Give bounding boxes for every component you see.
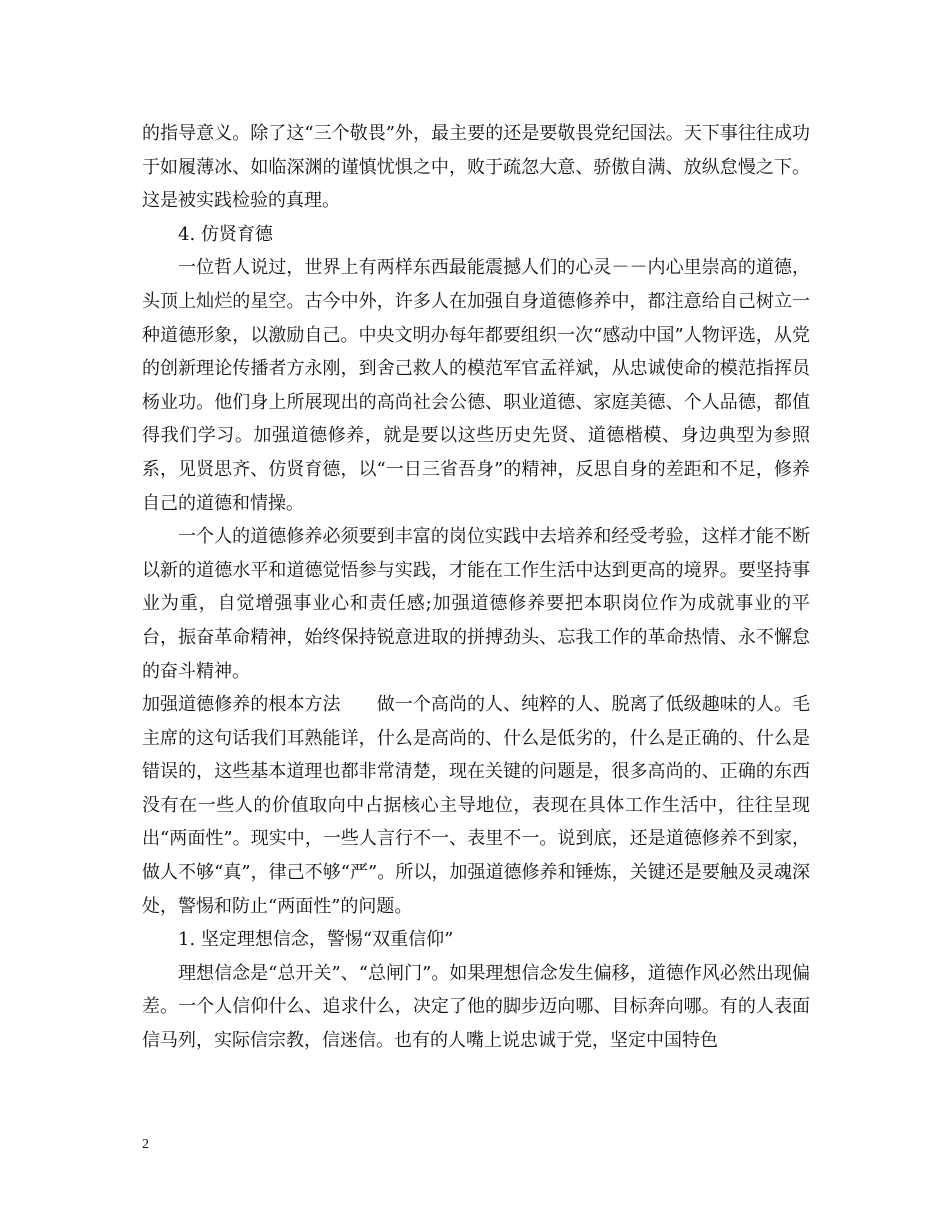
paragraph-practice: 一个人的道德修养必须要到丰富的岗位实践中去培养和经受考验，这样才能不断以新的道德水平和道德觉悟参与实践，才能在工作生活中达到更高的境界。要坚持事业为重，自觉增强事业心和责任感;加强道德修养要把本职岗位作为成就事业的平台，振奋革命精神，始终保持锐意进取的拼搏劲头、忘我工作的革命热情、永不懈怠的奋斗精神。 [142, 526, 810, 682]
paragraph-intro-continuation: 的指导意义。除了这“三个敬畏”外，最主要的还是要敬畏党纪国法。天下事往往成功于如履薄冰、如临深渊的谨慎忧惧之中，败于疏忽大意、骄傲自满、放纵怠慢之下。这是被实践检验的真理。 [142, 123, 810, 212]
section-heading-1: 1. 坚定理想信念，警惕“双重信仰” [178, 929, 454, 951]
section-heading-4: 4. 仿贤育德 [178, 223, 273, 245]
paragraph-fundamental-method: 加强道德修养的根本方法 做一个高尚的人、纯粹的人、脱离了低级趣味的人。毛主席的这句话我们耳熟能详，什么是高尚的、什么是低劣的，什么是正确的、什么是错误的，这些基本道理也都非常清楚，现在关键的问题是，很多高尚的、正确的东西没有在一些人的价值取向中占据核心主导地位，表现在具体工作生活中，往往呈现出“两面性”。现实中，一些人言行不一、表里不一。说到底，还是道德修养不到家，做人不够“真”，律己不够“严”。所以，加强道德修养和锤炼，关键还是要触及灵魂深处，警惕和防止“两面性”的问题。 [142, 694, 810, 917]
paragraph-philosopher: 一位哲人说过，世界上有两样东西最能震撼人们的心灵－－内心里崇高的道德，头顶上灿烂的星空。古今中外，许多人在加强自身道德修养中，都注意给自己树立一种道德形象，以激励自己。中央文明办每年都要组织一次“感动中国”人物评选，从党的创新理论传播者方永刚，到舍己救人的模范军官孟祥斌，从忠诚使命的模范指挥员杨业功。他们身上所展现出的高尚社会公德、职业道德、家庭美德、个人品德，都值得我们学习。加强道德修养，就是要以这些历史先贤、道德楷模、身边典型为参照系，见贤思齐、仿贤育德，以“一日三省吾身”的精神，反思自身的差距和不足，修养自己的道德和情操。 [142, 257, 810, 514]
body-text [142, 117, 810, 1058]
page-number: 2 [142, 1137, 149, 1152]
paragraph-ideals: 理想信念是“总开关”、“总闸门”。如果理想信念发生偏移，道德作风必然出现偏差。一个人信仰什么、追求什么，决定了他的脚步迈向哪、目标奔向哪。有的人表面信马列，实际信宗教，信迷信。也有的人嘴上说忠诚于党，坚定中国特色 [142, 962, 810, 1052]
